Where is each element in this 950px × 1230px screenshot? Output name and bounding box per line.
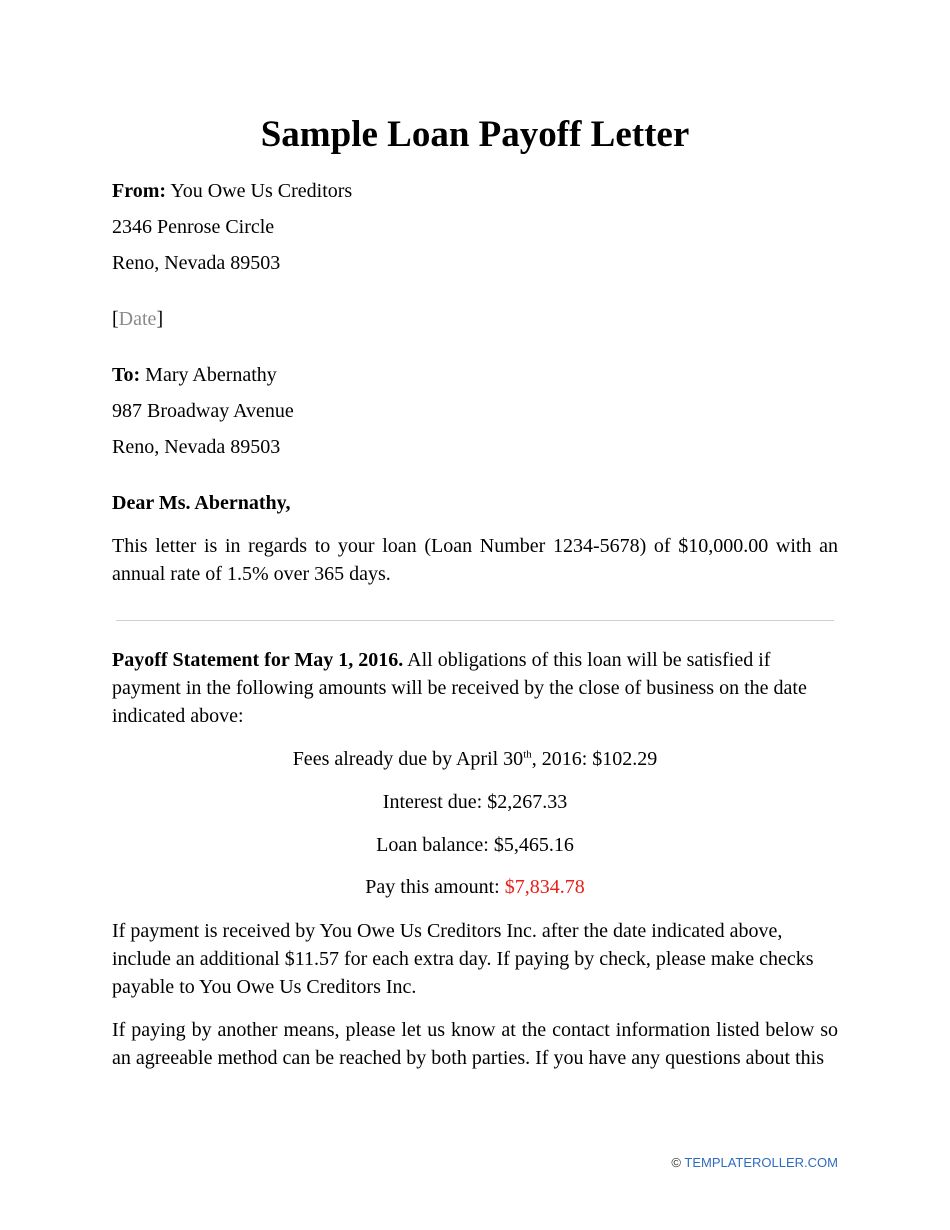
footer xyxy=(671,1154,838,1172)
loan-balance-line: Loan balance: $5,465.16 xyxy=(376,834,574,856)
to-name: Mary Abernathy xyxy=(145,364,277,386)
fees-due-suffix: , 2016: $102.29 xyxy=(531,748,658,770)
from-address-line-2: Reno, Nevada 89503 xyxy=(112,252,281,274)
divider xyxy=(116,620,834,621)
other-means-paragraph: If paying by another means, please let us know at the contact information listed below so an agreeable method can be reached by both parties. If you have any questions about this xyxy=(112,1019,838,1069)
pay-amount-line xyxy=(0,873,950,901)
templateroller-link[interactable]: TEMPLATEROLLER.COM xyxy=(684,1155,838,1170)
salutation: Dear Ms. Abernathy, xyxy=(112,492,291,514)
to-address-line-2: Reno, Nevada 89503 xyxy=(112,436,281,458)
to-line xyxy=(112,361,277,389)
from-line xyxy=(112,177,352,205)
payoff-statement-lead: Payoff Statement for May 1, 2016. xyxy=(112,649,404,671)
date-placeholder-text: Date xyxy=(118,308,157,330)
date-close-bracket: ] xyxy=(156,308,164,330)
fees-due-prefix: Fees already due by April 30 xyxy=(292,748,524,770)
from-address-line-1: 2346 Penrose Circle xyxy=(112,216,275,238)
interest-due-line: Interest due: $2,267.33 xyxy=(382,791,568,813)
date-placeholder xyxy=(112,305,163,333)
fees-due-line xyxy=(0,745,950,773)
copyright-icon: © xyxy=(671,1155,681,1170)
to-label: To: xyxy=(112,364,141,386)
from-label: From: xyxy=(112,180,167,202)
payoff-statement-text: All obligations of this loan will be satisfied if payment in the following amounts will be received by the close of business on the date indicated above: xyxy=(112,649,807,727)
date-open-bracket: [ xyxy=(112,308,119,330)
fees-due-ordinal: th xyxy=(523,748,532,761)
from-name: You Owe Us Creditors xyxy=(170,180,353,202)
pay-amount-label: Pay this amount: xyxy=(365,876,500,898)
intro-paragraph: This letter is in regards to your loan (Loan Number 1234-5678) of $10,000.00 with an annual rate of 1.5% over 365 days. xyxy=(112,535,838,585)
pay-amount-value: $7,834.78 xyxy=(504,876,585,898)
to-address-line-1: 987 Broadway Avenue xyxy=(112,400,294,422)
page-title: Sample Loan Payoff Letter xyxy=(260,114,690,155)
late-payment-paragraph: If payment is received by You Owe Us Creditors Inc. after the date indicated above, include an additional $11.57 for each extra day. If paying by check, please make checks payable to You Owe Us Creditors Inc. xyxy=(112,920,814,998)
payoff-statement-paragraph xyxy=(112,646,838,730)
